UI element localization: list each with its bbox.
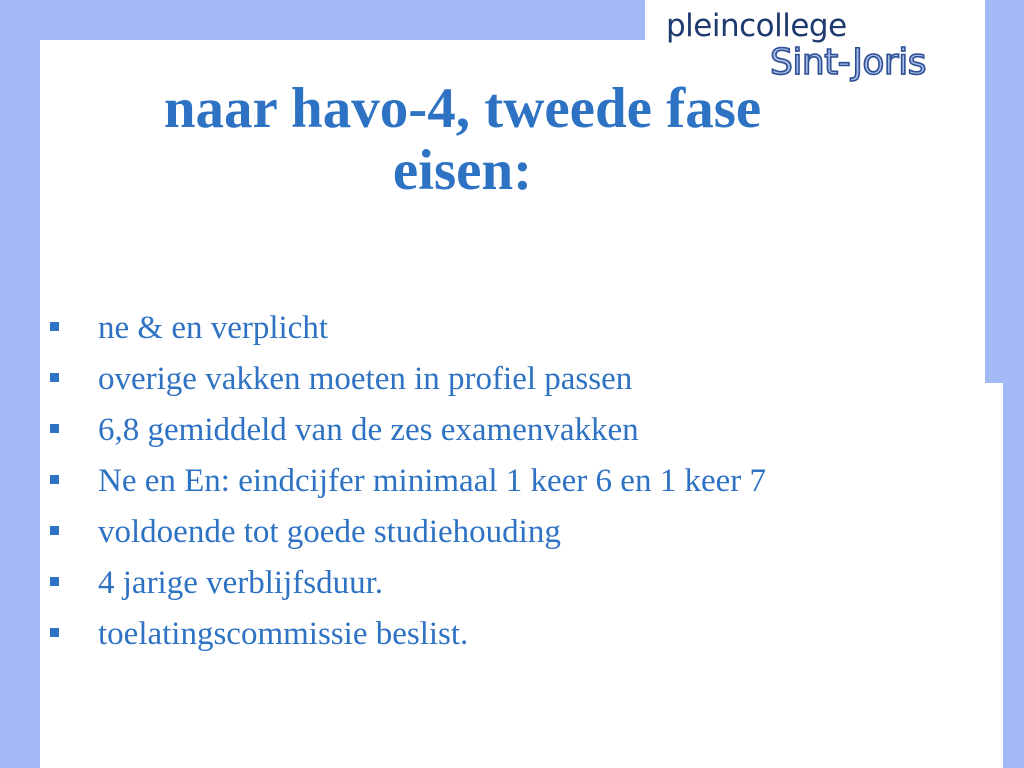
slide-title: [40, 78, 885, 202]
list-item: [44, 307, 994, 358]
slide-title-line1: naar havo-4, tweede fase: [163, 77, 762, 140]
square-bullet-icon: [50, 322, 59, 331]
frame-band-top: [0, 0, 645, 40]
list-item: [44, 358, 994, 409]
square-bullet-icon: [50, 577, 59, 586]
list-item-text: ne & en verplicht: [98, 310, 329, 346]
list-item-text: overige vakken moeten in profiel passen: [98, 361, 633, 397]
square-bullet-icon: [50, 526, 59, 535]
list-item: [44, 613, 994, 664]
square-bullet-icon: [50, 424, 59, 433]
list-item-text: 6,8 gemiddeld van de zes examenvakken: [98, 412, 639, 448]
list-item: [44, 562, 994, 613]
list-item: [44, 511, 994, 562]
square-bullet-icon: [50, 373, 59, 382]
square-bullet-icon: [50, 475, 59, 484]
requirements-list: [44, 307, 994, 664]
logo-text-sint-joris: Sint-Joris: [770, 42, 926, 83]
logo-text-pleincollege: pleincollege: [666, 8, 847, 44]
frame-band-right-lower: [1003, 383, 1024, 768]
frame-band-left: [0, 0, 40, 768]
list-item: [44, 460, 994, 511]
list-item: [44, 409, 994, 460]
list-item-text: voldoende tot goede studiehouding: [98, 514, 561, 550]
slide-title-line2: eisen:: [392, 139, 533, 202]
list-item-text: toelatingscommissie beslist.: [98, 616, 469, 652]
school-logo: [666, 8, 966, 88]
square-bullet-icon: [50, 628, 59, 637]
list-item-text: Ne en En: eindcijfer minimaal 1 keer 6 en 1 keer 7: [98, 463, 766, 499]
list-item-text: 4 jarige verblijfsduur.: [98, 565, 384, 601]
